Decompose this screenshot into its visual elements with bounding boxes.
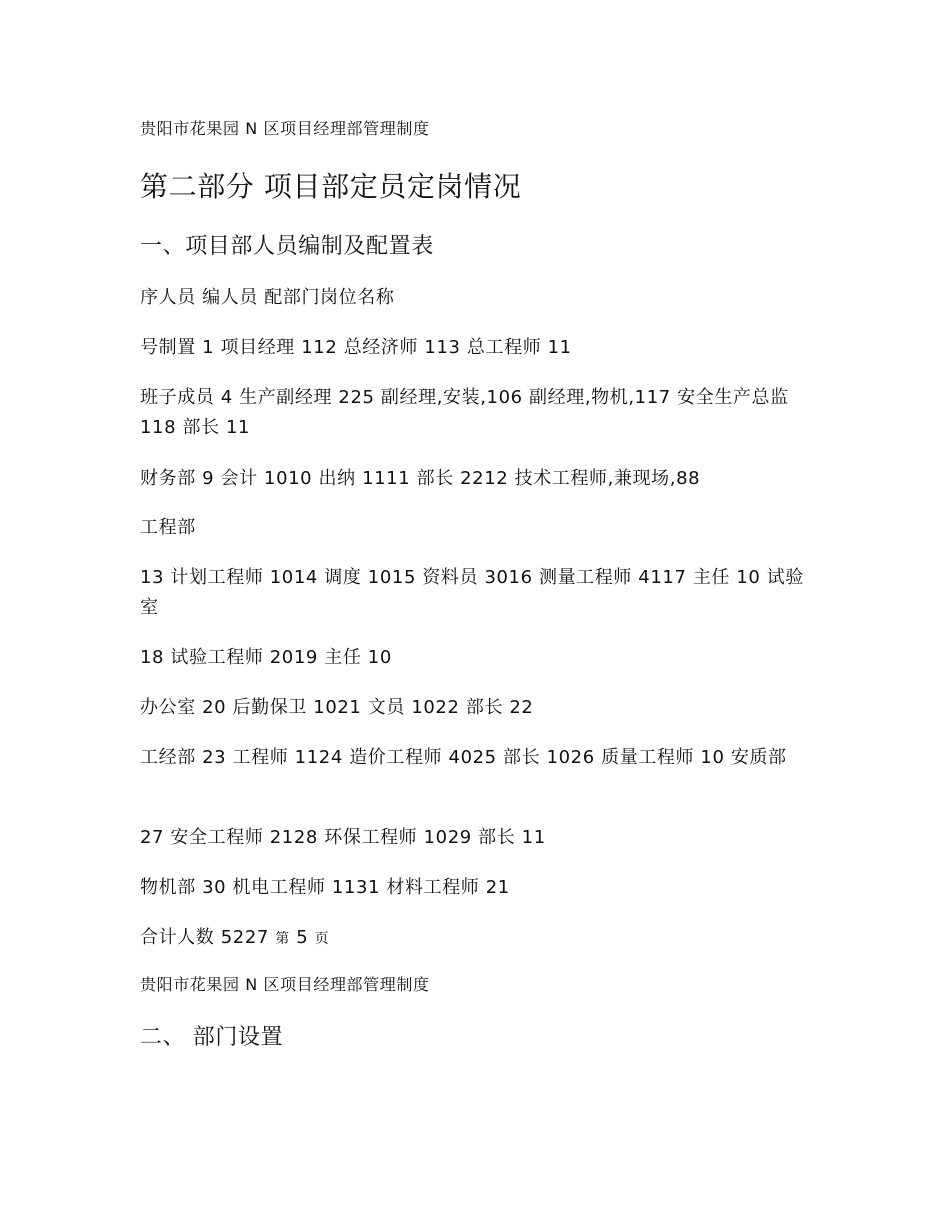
table-header-line: 序人员 编人员 配部门岗位名称 xyxy=(140,287,395,308)
table-row: 工经部 23 工程师 1124 造价工程师 4025 部长 1026 质量工程师 10 安质部 xyxy=(140,747,787,768)
page-header: 贵阳市花果园 N 区项目经理部管理制度 xyxy=(140,119,430,138)
table-row: 办公室 20 后勤保卫 1021 文员 1022 部长 22 xyxy=(140,697,534,718)
table-row: 号制置 1 项目经理 112 总经济师 113 总工程师 11 xyxy=(140,337,572,358)
page-prefix: 第 xyxy=(275,931,290,947)
page-suffix: 页 xyxy=(314,931,330,947)
table-row: 27 安全工程师 2128 环保工程师 1029 部长 11 xyxy=(140,827,546,848)
section-title-staffing-table: 一、项目部人员编制及配置表 xyxy=(140,234,434,259)
total-line xyxy=(140,923,820,954)
section-title-department-setup: 二、 部门设置 xyxy=(140,1025,284,1050)
table-row: 13 计划工程师 1014 调度 1015 资料员 3016 测量工程师 4117 主任 10 试验室 xyxy=(140,567,804,618)
table-row: 18 试验工程师 2019 主任 10 xyxy=(140,647,392,668)
total-text: 合计人数 5227 xyxy=(140,927,269,948)
page-number: 5 xyxy=(296,927,309,948)
page-header: 贵阳市花果园 N 区项目经理部管理制度 xyxy=(140,975,430,994)
part-title: 第二部分 项目部定员定岗情况 xyxy=(140,170,522,203)
table-row: 班子成员 4 生产副经理 225 副经理,安装,106 副经理,物机,117 安全生产总监 118 部长 11 xyxy=(140,387,789,438)
table-row: 工程部 xyxy=(140,517,196,538)
table-row: 物机部 30 机电工程师 1131 材料工程师 21 xyxy=(140,877,510,898)
table-row: 财务部 9 会计 1010 出纳 1111 部长 2212 技术工程师,兼现场,88 xyxy=(140,468,701,489)
